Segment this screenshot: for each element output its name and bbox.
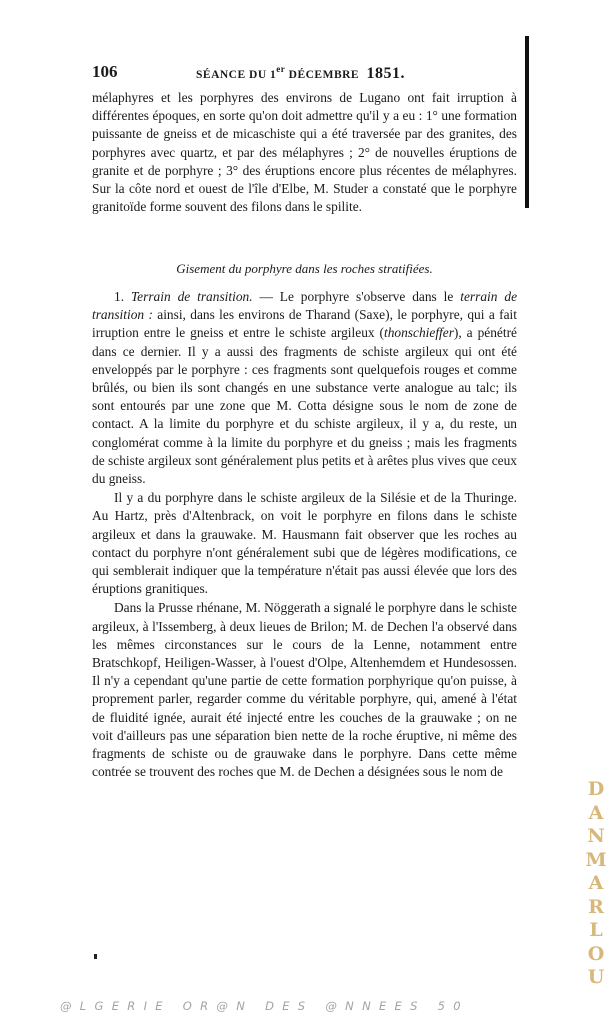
paragraph-prusse-rhenane: Dans la Prusse rhénane, M. Nöggerath a signalé le porphyre dans le schiste argileux, à l'Issemberg, à deux lieues de Brilon; M. de Dechen l'a observé dans les mêmes circonstances sur le cours de la Lenne, notamment entre Bratschkopf, Heiligen-Wasser, à l'ouest d'Olpe, Altenhemdem et Hundesossen. Il n'y a cependant qu'une partie de cette formation porphyrique qu'on puisse, à proprement parler, regarder comme du véritable porphyre, qui, amené à l'état de fluidité ignée, aurait été injecté entre les couches de la grauwake ; on ne voit d'ailleurs pas une séparation bien nette de la roche éruptive, ni même des fragments de schiste ou de grauwake dans le porphyre. Dans cette même contrée se trouvent des roches que M. de Dechen a désignées sous le nom de xyxy=(92,600,517,780)
margin-rule xyxy=(525,36,529,208)
page-header xyxy=(92,62,520,84)
paragraph-terrain-transition: 1. Terrain de transition. — Le porphyre s'observe dans le terrain de transition : ainsi, dans les environs de Tharand (Saxe), le porphyre, qui a fait irruption entre le gneiss et entre le schiste argileux (thonschieffer), a pénétré dans ce dernier. Il y a aussi des fragments de schiste argileux qui ont été enveloppés par le porphyre : ces fragments sont quelquefois rouges et comme brûlés, ou bien ils sont changés en une substance verte analogue au talc; ils sont entourés par une zone que M. Cotta désigne sous le nom de zone de contact. A la limite du porphyre et du schiste argileux, il y a, du reste, un conglomérat comme à la limite du porphyre et du gneiss ; mais les fragments de schiste argileux sont généralement plus petits et à arêtes plus vives que ceux du gneiss. xyxy=(92,289,518,487)
body-text xyxy=(92,288,517,781)
paragraph-silesie: Il y a du porphyre dans le schiste argileux de la Silésie et de la Thuringe. Au Hartz, près d'Altenbrack, on voit le porphyre en filons dans le schiste argileux et dans la grauwake. M. Hausmann fait observer que les roches au contact du porphyre n'ont généralement subi que de légères modifications, ce qui semblerait indiquer que la température n'était pas aussi élevée que lors des éruptions granitiques. xyxy=(92,490,517,597)
footer-watermark-text: @LGERIE OR@N DES @NNEES 50 xyxy=(60,999,469,1013)
ink-mark xyxy=(94,954,97,959)
section-heading: Gisement du porphyre dans les roches stratifiées. xyxy=(176,261,433,276)
page-number: 106 xyxy=(92,62,118,81)
vertical-watermark: D A N M A R L O U xyxy=(585,778,607,988)
intro-paragraph: mélaphyres et les porphyres des environs de Lugano ont fait irruption à différentes époques, en sorte qu'on doit admettre qu'il y a eu : 1° une formation puissante de gneiss et de micaschiste qui a été traversée par des granites, des porphyres avec quartz, et par des mélaphyres ; 2° de nouvelles éruptions de granite et de porphyre ; 3° des éruptions encore plus récentes de mélaphyres. Sur la côte nord et ouest de l'île d'Elbe, M. Studer a constaté que le porphyre granitoïde forme souvent des filons dans le spilite. xyxy=(92,90,517,215)
running-head: SÉANCE DU 1er DÉCEMBRE 1851. xyxy=(196,64,405,82)
running-head-year: 1851. xyxy=(366,65,405,82)
